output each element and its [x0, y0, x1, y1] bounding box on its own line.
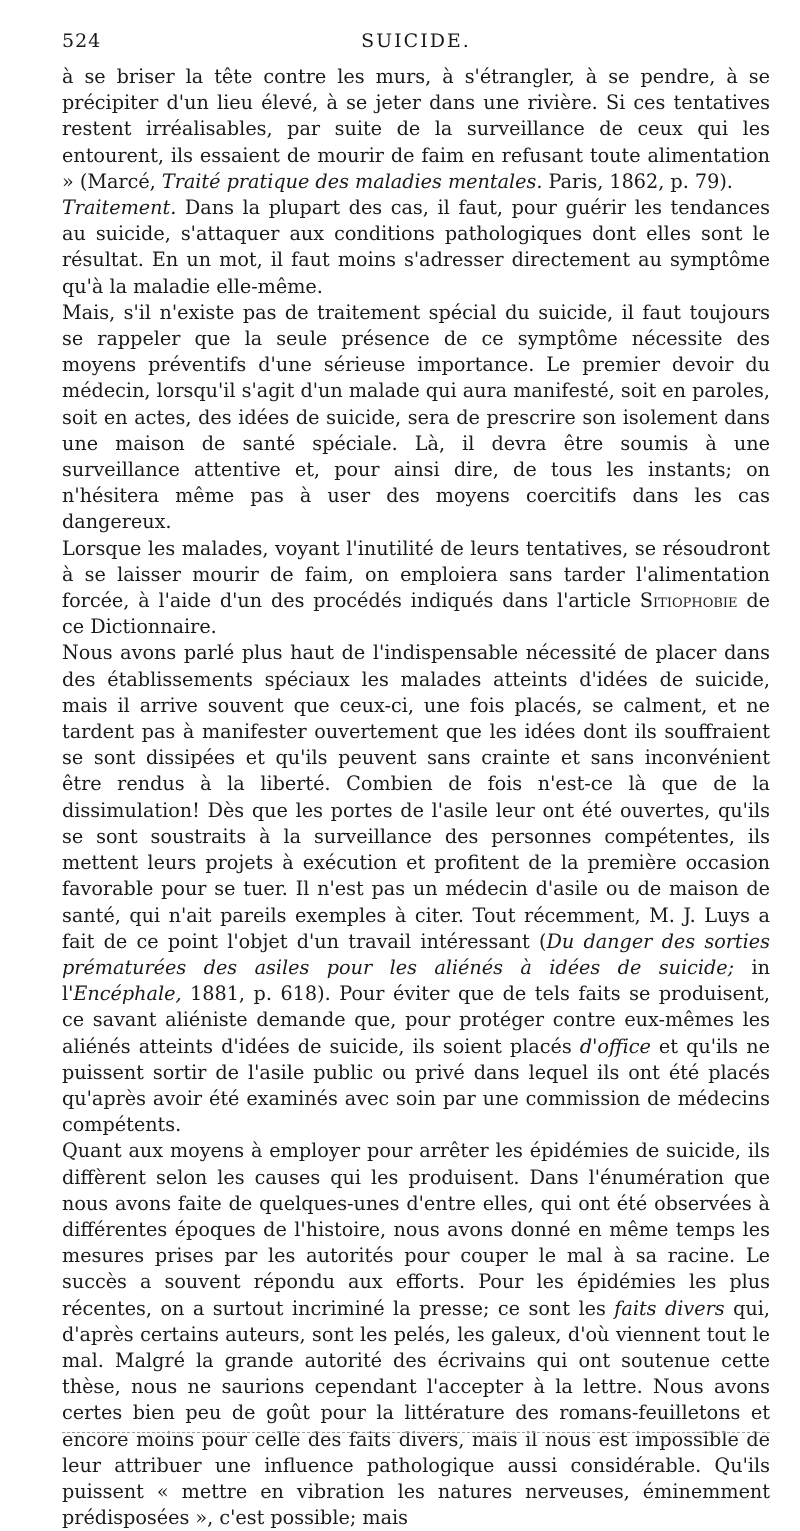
- text-run: et qu'ils ne puissent sortir de l'asile public ou privé dans lequel ils ont été placés qu'après avoir été examinés avec soin par une commission de médecins compétents.: [62, 1034, 770, 1137]
- italic-run: faits divers: [614, 1296, 725, 1320]
- text-run: Mais, s'il n'existe pas de traitement spécial du suicide, il faut toujours se rappeler que la seule présence de ce symptôme nécessite des moyens préventifs d'une sérieuse importance. Le premier devoir du médecin, lorsqu'il s'agit d'un malade qui aura manifesté, soit en paroles, soit en actes, des idées de suicide, sera de prescrire son isolement dans une maison de santé spéciale. Là, il devra être soumis à une surveillance attentive et, pour ainsi dire, de tous les instants; on n'hésitera même pas à user des moyens coercitifs dans les cas dangereux.: [62, 300, 770, 534]
- body-text: [62, 64, 770, 1531]
- text-run: à se briser la tête contre les murs, à s'étrangler, à se pendre, à se précipiter d'un lieu élevé, à se jeter dans une rivière. Si ces tentatives restent irréalisables, par suite de la surveillance de ceux qui les entourent, ils essaient de mourir de faim en refusant toute alimentation » (Marcé,: [62, 65, 770, 193]
- paragraph: [62, 1138, 770, 1531]
- text-run: Quant aux moyens à employer pour arrêter les épidémies de suicide, ils diffèrent selon les causes qui les produisent. Dans l'énumération que nous avons faite de quelques-unes d'entre elles, qui ont été observées à différentes époques de l'histoire, nous avons donné en même temps les mesures prises par les autorités pour couper le mal à sa racine. Le succès a souvent répondu aux efforts. Pour les épidémies les plus récentes, on a surtout incriminé la presse; ce sont les: [62, 1139, 770, 1320]
- paragraph: [62, 536, 770, 641]
- text-run: Dans la plupart des cas, il faut, pour guérir les tendances au suicide, s'attaquer aux conditions pathologiques dont elles sont le résultat. En un mot, il faut moins s'adresser directement au symptôme qu'à la maladie elle-même.: [62, 196, 770, 298]
- text-run: 1881, p. 618). Pour éviter que de tels faits se produisent, ce savant aliéniste demande que, pour protéger contre eux-mêmes les aliénés atteints d'idées de suicide, ils soient placés: [62, 982, 770, 1058]
- italic-run: d'office: [579, 1034, 651, 1058]
- text-run: de ce Dictionnaire.: [62, 589, 770, 639]
- page-number: 524: [62, 30, 102, 52]
- italic-run: Traitement.: [62, 196, 177, 220]
- document-page: [62, 30, 770, 1531]
- running-head: [62, 30, 770, 60]
- paragraph: [62, 640, 770, 1138]
- text-run: Lorsque les malades, voyant l'inutilité de leurs tentatives, se résoudront à se laisser mourir de faim, on emploiera sans tarder l'alimentation forcée, à l'aide d'un des procédés indiqués dans l'article: [62, 536, 770, 613]
- paragraph: [62, 300, 770, 536]
- page-bottom-rule: [62, 1432, 770, 1434]
- italic-run: Du danger des sorties prématurées des asiles pour les aliénés à idées de suicide;: [62, 929, 770, 979]
- paragraph: [62, 64, 770, 195]
- text-run: in l': [62, 955, 771, 1006]
- text-run: Paris, 1862, p. 79).: [542, 169, 733, 193]
- running-title: SUICIDE.: [361, 30, 471, 52]
- text-run: Nous avons parlé plus haut de l'indispensable nécessité de placer dans des établissements spéciaux les malades atteints d'idées de suicide, mais il arrive souvent que ceux-ci, une fois placés, se calment, et ne tardent pas à manifester ouvertement que les idées dont ils souffraient se sont dissipées et qu'ils peuvent sans crainte et sans inconvénient être rendus à la liberté. Combien de fois n'est-ce là que de la dissimulation! Dès que les portes de l'asile leur ont été ouvertes, qu'ils se sont soustraits à la surveillance des personnes compétentes, ils mettent leurs projets à exécution et profitent de la première occasion favorable pour se tuer. Il n'est pas un médecin d'asile ou de maison de santé, qui n'ait pareils exemples à citer. Tout récemment, M. J. Luys a fait de ce point l'objet d'un travail intéressant (: [62, 641, 770, 953]
- italic-run: Encéphale,: [73, 982, 182, 1006]
- small-caps-run: Sitiophobie: [639, 589, 738, 613]
- text-run: qui, d'après certains auteurs, sont les pelés, les galeux, d'où viennent tout le mal. Malgré la grande autorité des écrivains qui ont soutenue cette thèse, nous ne saurions cependant l'accepter à la lettre. Nous avons certes bien peu de goût pour la littérature des romans-feuilletons et encore moins pour celle des faits divers, mais il nous est impossible de leur attribuer une influence pathologique aussi considérable. Qu'ils puissent « mettre en vibration les natures nerveuses, éminemment prédisposées », c'est possible; mais: [62, 1296, 770, 1530]
- paragraph: [62, 195, 770, 300]
- italic-run: Traité pratique des maladies mentales.: [161, 169, 543, 193]
